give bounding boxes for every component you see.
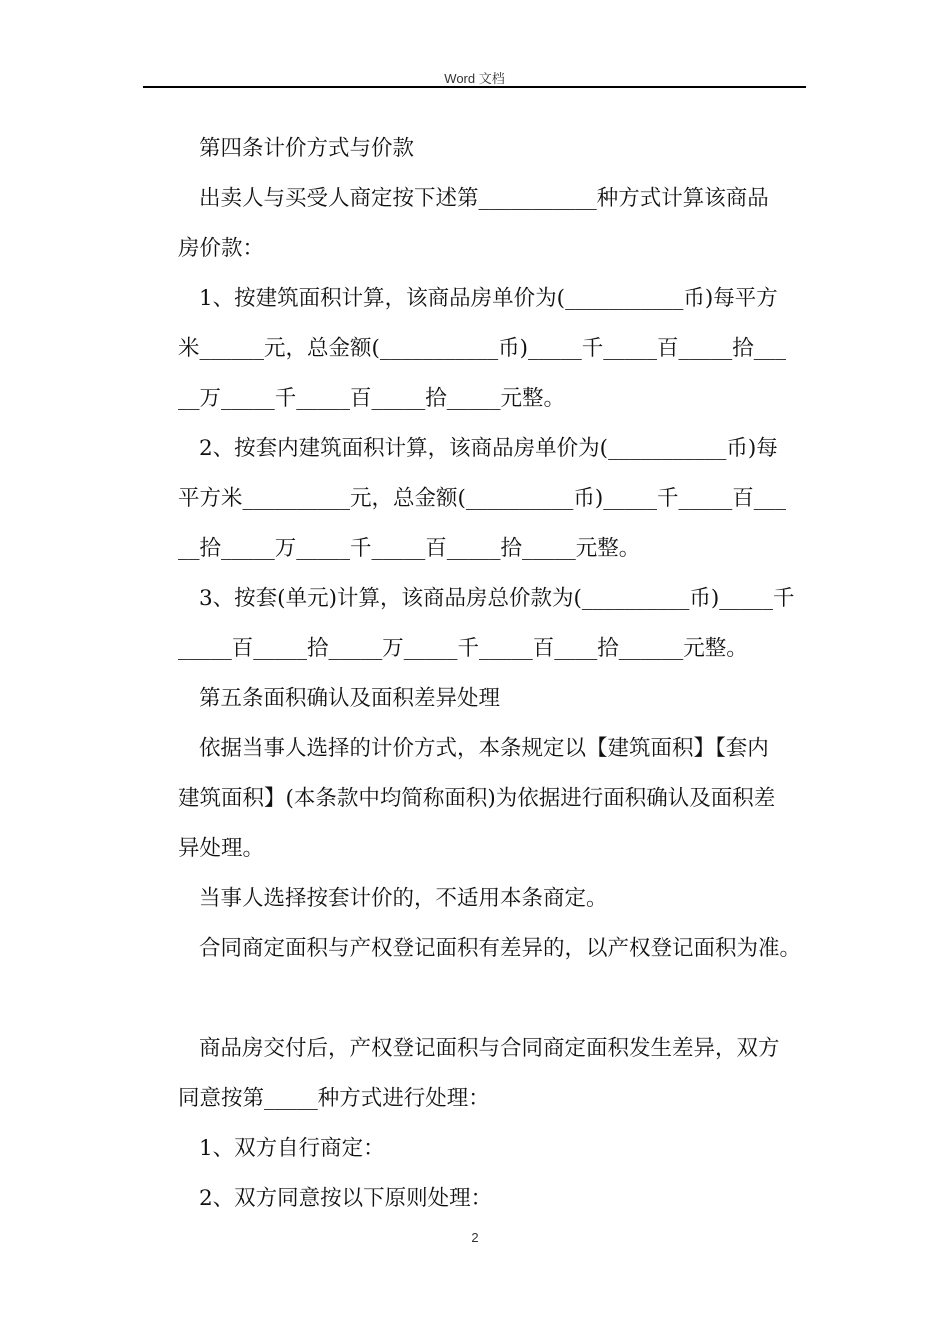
- paragraph-line: 房价款：: [178, 236, 265, 261]
- paragraph-line: 合同商定面积与产权登记面积有差异的，以产权登记面积为准。: [199, 936, 802, 961]
- paragraph-line: 3、按套(单元)计算，该商品房总价款为(__________币)_____千: [199, 586, 795, 611]
- paragraph-line: __拾_____万_____千_____百_____拾_____元整。: [178, 536, 641, 561]
- paragraph-line: 建筑面积】(本条款中均简称面积)为依据进行面积确认及面积差: [178, 786, 776, 811]
- paragraph-line: 当事人选择按套计价的，不适用本条商定。: [199, 886, 608, 911]
- document-body: [178, 124, 808, 1224]
- article-4-heading: 第四条计价方式与价款: [199, 136, 415, 161]
- paragraph-line: 依据当事人选择的计价方式，本条规定以【建筑面积】【套内: [199, 736, 769, 761]
- header-divider: [143, 86, 806, 88]
- paragraph-line: 商品房交付后，产权登记面积与合同商定面积发生差异，双方: [199, 1036, 780, 1061]
- paragraph-line: __万_____千_____百_____拾_____元整。: [178, 386, 566, 411]
- page-header: Word 文档: [444, 71, 505, 86]
- paragraph-line: 同意按第_____种方式进行处理：: [178, 1086, 490, 1111]
- article-5-heading: 第五条面积确认及面积差异处理: [199, 686, 501, 711]
- paragraph-line: 1、按建筑面积计算，该商品房单价为(___________币)每平方: [199, 286, 778, 311]
- paragraph-line: 异处理。: [178, 836, 265, 861]
- paragraph-line: 平方米__________元，总金额(__________币)_____千_____百___: [178, 486, 787, 511]
- blank-line: [178, 974, 808, 1024]
- paragraph-line: 2、双方同意按以下原则处理：: [199, 1186, 493, 1211]
- paragraph-line: _____百_____拾_____万_____千_____百____拾______元整。: [178, 636, 748, 661]
- paragraph-line: 出卖人与买受人商定按下述第___________种方式计算该商品: [199, 186, 769, 211]
- paragraph-line: 米______元，总金额(___________币)_____千_____百_____拾___: [178, 336, 787, 361]
- page-number: 2: [471, 1230, 479, 1245]
- paragraph-line: 1、双方自行商定：: [199, 1136, 385, 1161]
- paragraph-line: 2、按套内建筑面积计算，该商品房单价为(___________币)每: [199, 436, 778, 461]
